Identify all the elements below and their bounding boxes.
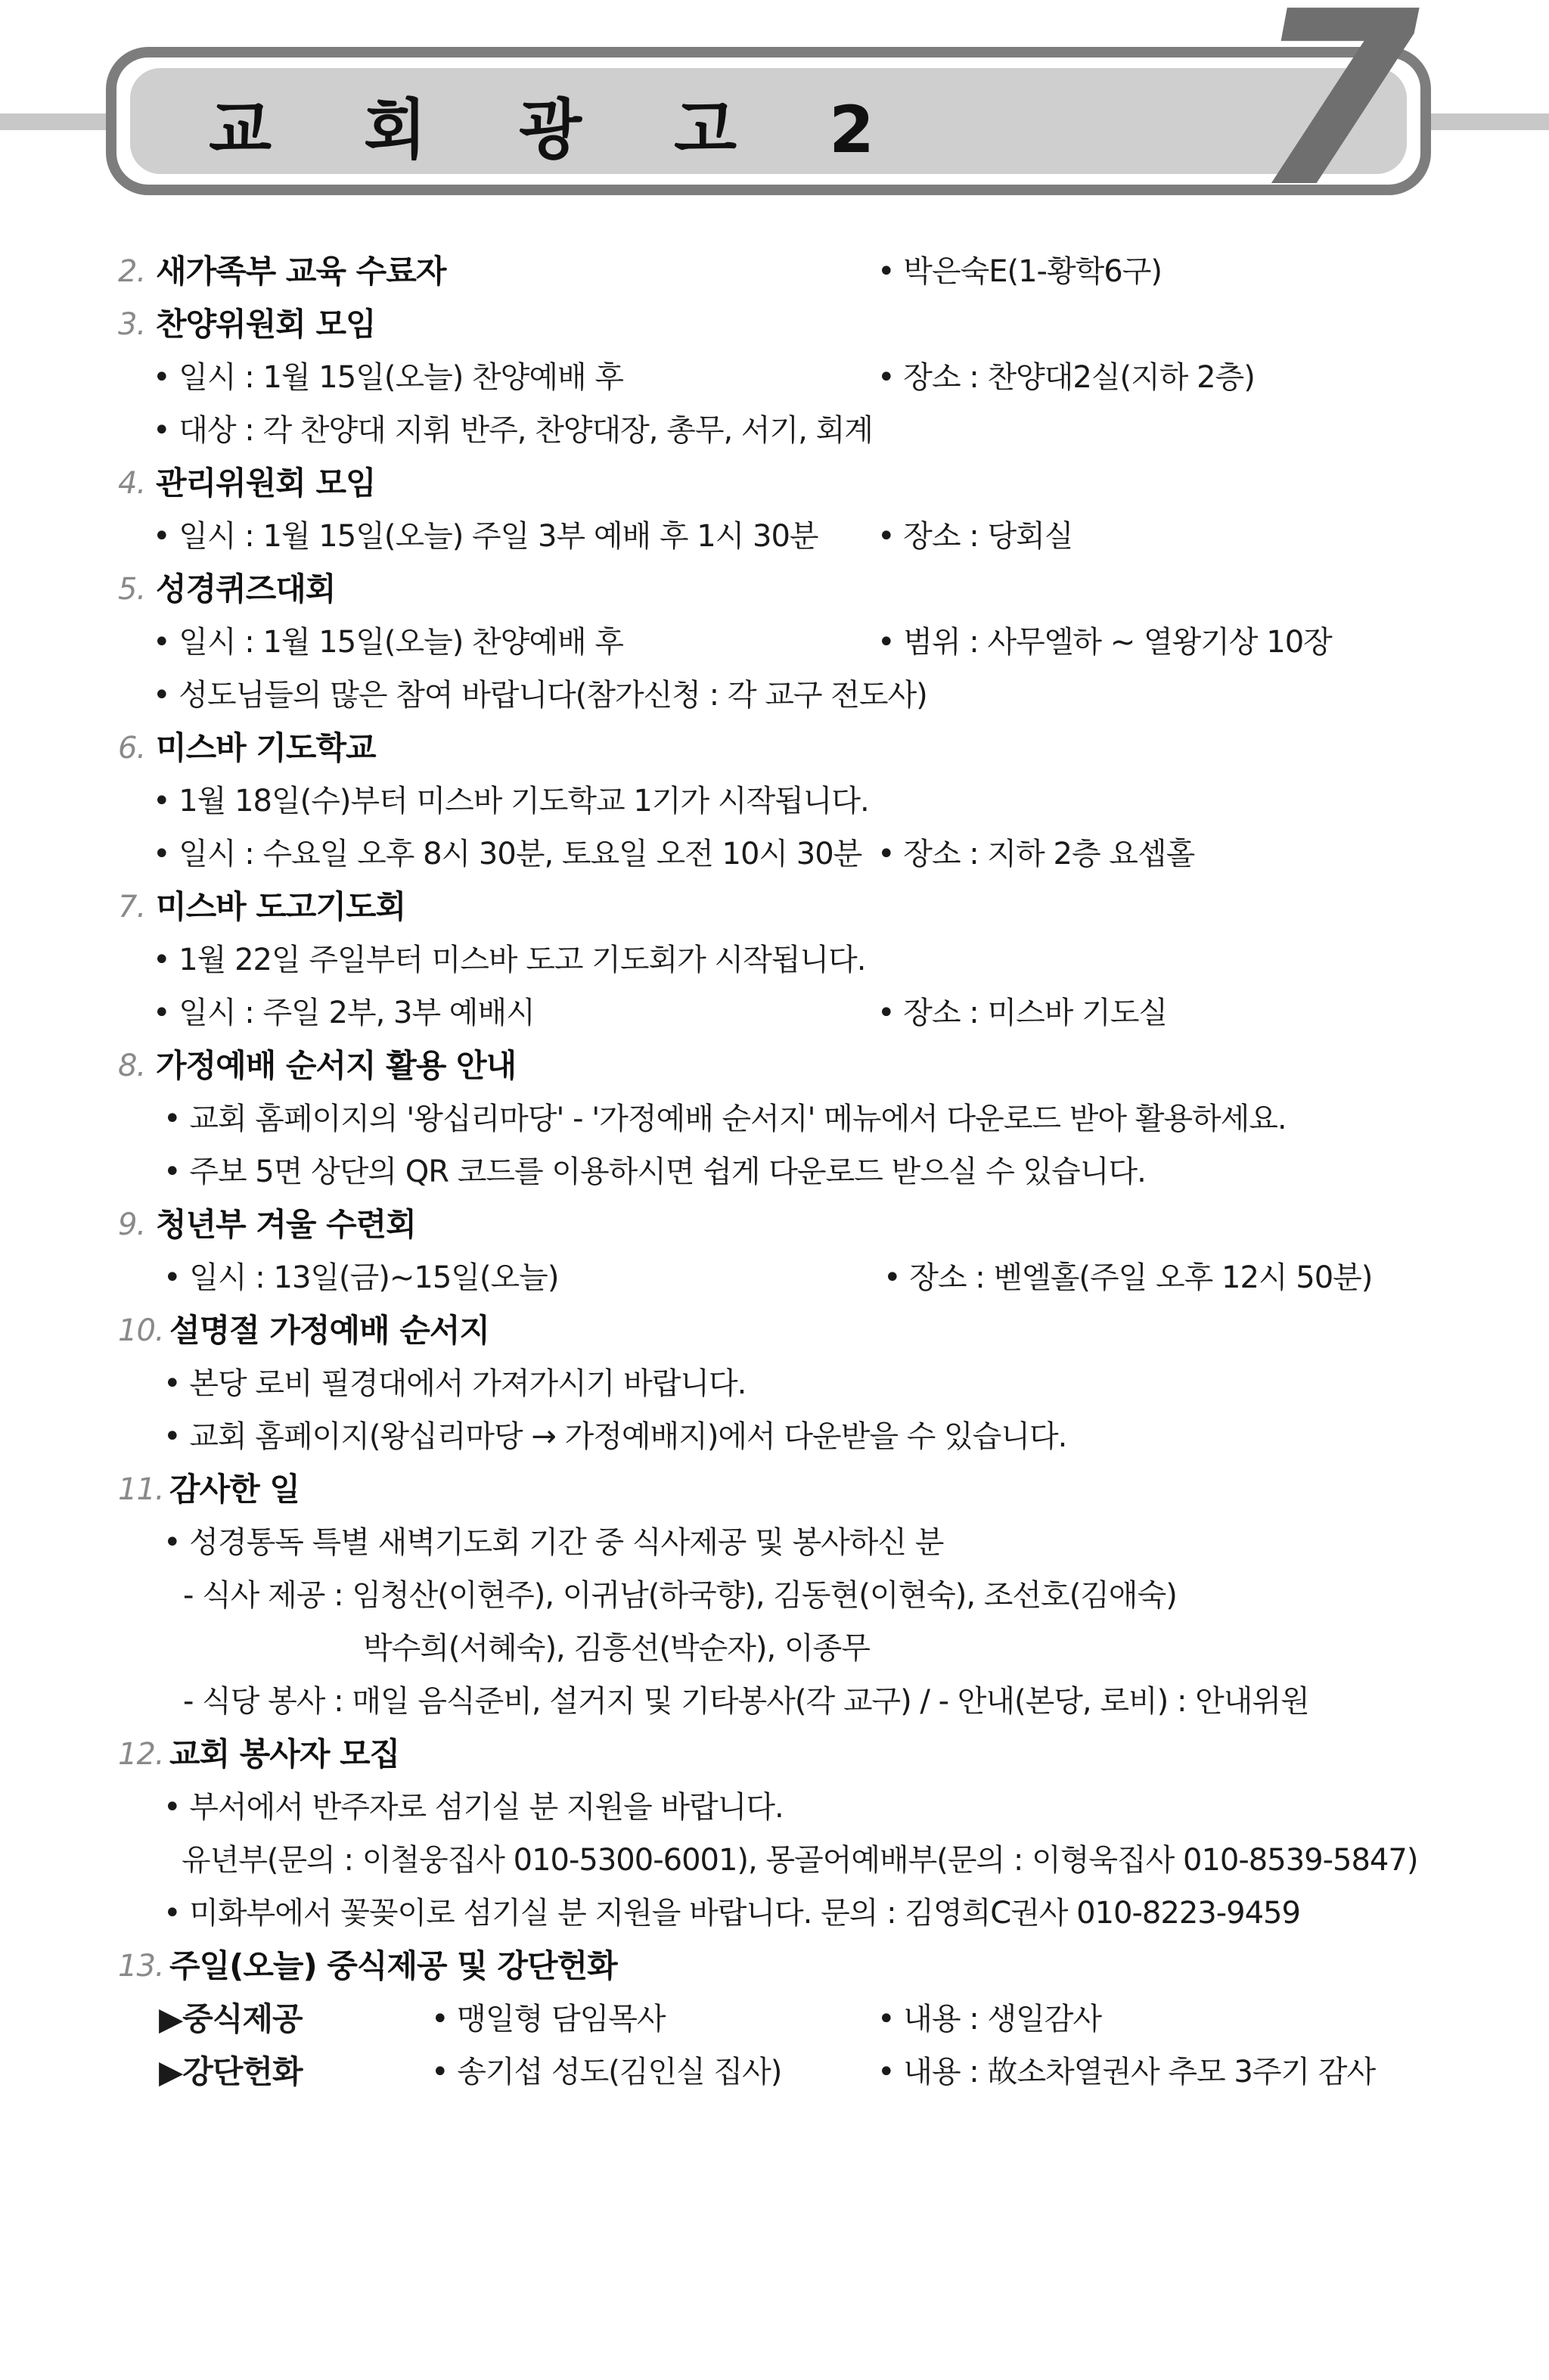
section-2-heading [113,245,1429,298]
detail-text: • 부서에서 반주자로 섬기실 분 지원을 바랍니다. [163,1790,784,1825]
section-3-heading [113,298,1429,351]
section-number: 4. [118,466,146,501]
section-title: 교회 봉사자 모집 [169,1735,400,1773]
detail-text: • 장소 : 지하 2층 요셉홀 [877,837,1195,872]
section-12-heading [113,1728,1429,1781]
section-11-line-1 [113,1516,1429,1569]
detail-text: • 성경통독 특별 새벽기도회 기간 중 식사제공 및 봉사하신 분 [163,1525,944,1560]
section-number: 7. [118,890,146,924]
section-6-line-2 [113,828,1429,881]
detail-text: • 성도님들의 많은 참여 바랍니다(참가신청 : 각 교구 전도사) [153,678,927,713]
detail-text: • 일시 : 수요일 오후 8시 30분, 토요일 오전 10시 30분 [153,837,862,872]
section-5-line-2 [113,669,1429,722]
detail-text: • 일시 : 1월 15일(오늘) 주일 3부 예배 후 1시 30분 [153,519,818,554]
row-label: ▶강단헌화 [159,2053,303,2090]
section-8-line-1 [113,1092,1429,1145]
section-title: 주일(오늘) 중식제공 및 강단헌화 [169,1947,617,1984]
section-4-line-1 [113,510,1429,563]
header-rule-right [1422,113,1549,130]
section-title: 감사한 일 [169,1471,300,1508]
section-title: 관리위원회 모임 [156,465,376,502]
section-3-line-2 [113,404,1429,457]
section-number: 10. [118,1313,164,1348]
detail-text: - 식당 봉사 : 매일 음식준비, 설거지 및 기타봉사(각 교구) / - 안내(본당, 로비) : 안내위원 [183,1684,1309,1719]
detail-text: • 주보 5면 상단의 QR 코드를 이용하시면 쉽게 다운로드 받으실 수 있습니다. [163,1154,1146,1189]
header-rule-left [0,113,121,130]
section-title: 찬양위원회 모임 [156,306,376,343]
section-5-heading [113,563,1429,616]
section-number: 2. [118,254,146,289]
section-5-line-1 [113,616,1429,669]
section-number: 12. [118,1737,164,1772]
detail-text: • 박은숙E(1-황학6구) [877,254,1162,289]
detail-text: • 장소 : 찬양대2실(지하 2층) [877,360,1255,395]
page-title: 교 회 광 고 2 [209,92,909,168]
header-band [130,68,1407,174]
detail-text: • 장소 : 벧엘홀(주일 오후 12시 50분) [883,1260,1373,1295]
section-number: 9. [118,1207,146,1242]
detail-text: • 대상 : 각 찬양대 지휘 반주, 찬양대장, 총무, 서기, 회계 [153,413,873,448]
detail-text: • 일시 : 1월 15일(오늘) 찬양예배 후 [153,360,623,395]
detail-text: • 내용 : 故소차열권사 추모 3주기 감사 [877,2055,1376,2089]
section-13-heading [113,1940,1429,1993]
section-12-line-2 [113,1834,1429,1887]
section-number: 5. [118,572,146,607]
section-title: 가정예배 순서지 활용 안내 [156,1047,517,1084]
detail-text: - 식사 제공 : 임청산(이현주), 이귀남(하국향), 김동현(이현숙), 조선호(김애숙) [183,1578,1177,1613]
detail-text: • 일시 : 1월 15일(오늘) 찬양예배 후 [153,625,623,660]
section-title: 미스바 도고기도회 [156,888,406,925]
section-12-line-1 [113,1781,1429,1834]
detail-text: 유년부(문의 : 이철웅집사 010-5300-6001), 몽골어예배부(문의 : 이형욱집사 010-8539-5847) [182,1843,1418,1878]
section-8-line-2 [113,1145,1429,1198]
section-title: 성경퀴즈대회 [156,570,336,607]
page-number: 7 [1253,0,1420,240]
section-title: 청년부 겨울 수련회 [156,1206,416,1243]
section-number: 11. [118,1472,164,1507]
section-8-heading [113,1039,1429,1092]
section-11-line-4 [113,1675,1429,1728]
detail-text: • 장소 : 미스바 기도실 [877,996,1168,1030]
detail-text: • 일시 : 주일 2부, 3부 예배시 [153,996,535,1030]
detail-text: • 미화부에서 꽃꽂이로 섬기실 분 지원을 바랍니다. 문의 : 김영희C권사 010-8223-9459 [163,1896,1300,1931]
detail-text: • 교회 홈페이지(왕십리마당 → 가정예배지)에서 다운받을 수 있습니다. [163,1419,1067,1454]
section-9-heading [113,1198,1429,1251]
section-7-heading [113,881,1429,934]
section-12-line-3 [113,1887,1429,1940]
section-number: 8. [118,1049,146,1083]
detail-text: • 1월 18일(수)부터 미스바 기도학교 1기가 시작됩니다. [153,784,869,819]
detail-text: • 내용 : 생일감사 [877,2002,1102,2037]
detail-text: • 범위 : 사무엘하 ~ 열왕기상 10장 [877,625,1332,660]
section-4-heading [113,457,1429,510]
section-13-row-lunch [113,1993,1429,2046]
section-title: 새가족부 교육 수료자 [156,253,446,290]
detail-text: 박수희(서혜숙), 김흥선(박순자), 이종무 [363,1631,870,1666]
row-label: ▶중식제공 [159,2000,303,2037]
section-title: 설명절 가정예배 순서지 [169,1312,489,1349]
section-title: 미스바 기도학교 [156,729,376,766]
section-10-line-2 [113,1410,1429,1463]
section-number: 13. [118,1949,164,1984]
section-number: 3. [118,307,146,342]
section-11-line-3 [113,1622,1429,1675]
page-header [106,47,1431,195]
announcement-list [113,245,1429,2099]
section-6-heading [113,722,1429,775]
detail-text: • 장소 : 당회실 [877,519,1073,554]
section-10-heading [113,1304,1429,1357]
detail-text: • 본당 로비 필경대에서 가져가시기 바랍니다. [163,1366,747,1401]
detail-text: • 1월 22일 주일부터 미스바 도고 기도회가 시작됩니다. [153,943,866,977]
section-3-line-1 [113,351,1429,404]
section-11-line-2 [113,1569,1429,1622]
section-6-line-1 [113,775,1429,828]
section-10-line-1 [113,1357,1429,1410]
section-7-line-1 [113,934,1429,986]
detail-text: • 일시 : 13일(금)~15일(오늘) [163,1260,559,1295]
section-number: 6. [118,731,146,766]
detail-text: • 송기섭 성도(김인실 집사) [431,2055,782,2089]
section-11-heading [113,1463,1429,1516]
detail-text: • 맹일형 담임목사 [431,2002,666,2037]
section-13-row-flowers [113,2046,1429,2099]
section-9-line-1 [113,1251,1429,1304]
detail-text: • 교회 홈페이지의 '왕십리마당' - '가정예배 순서지' 메뉴에서 다운로드 받아 활용하세요. [163,1101,1287,1136]
section-7-line-2 [113,986,1429,1039]
